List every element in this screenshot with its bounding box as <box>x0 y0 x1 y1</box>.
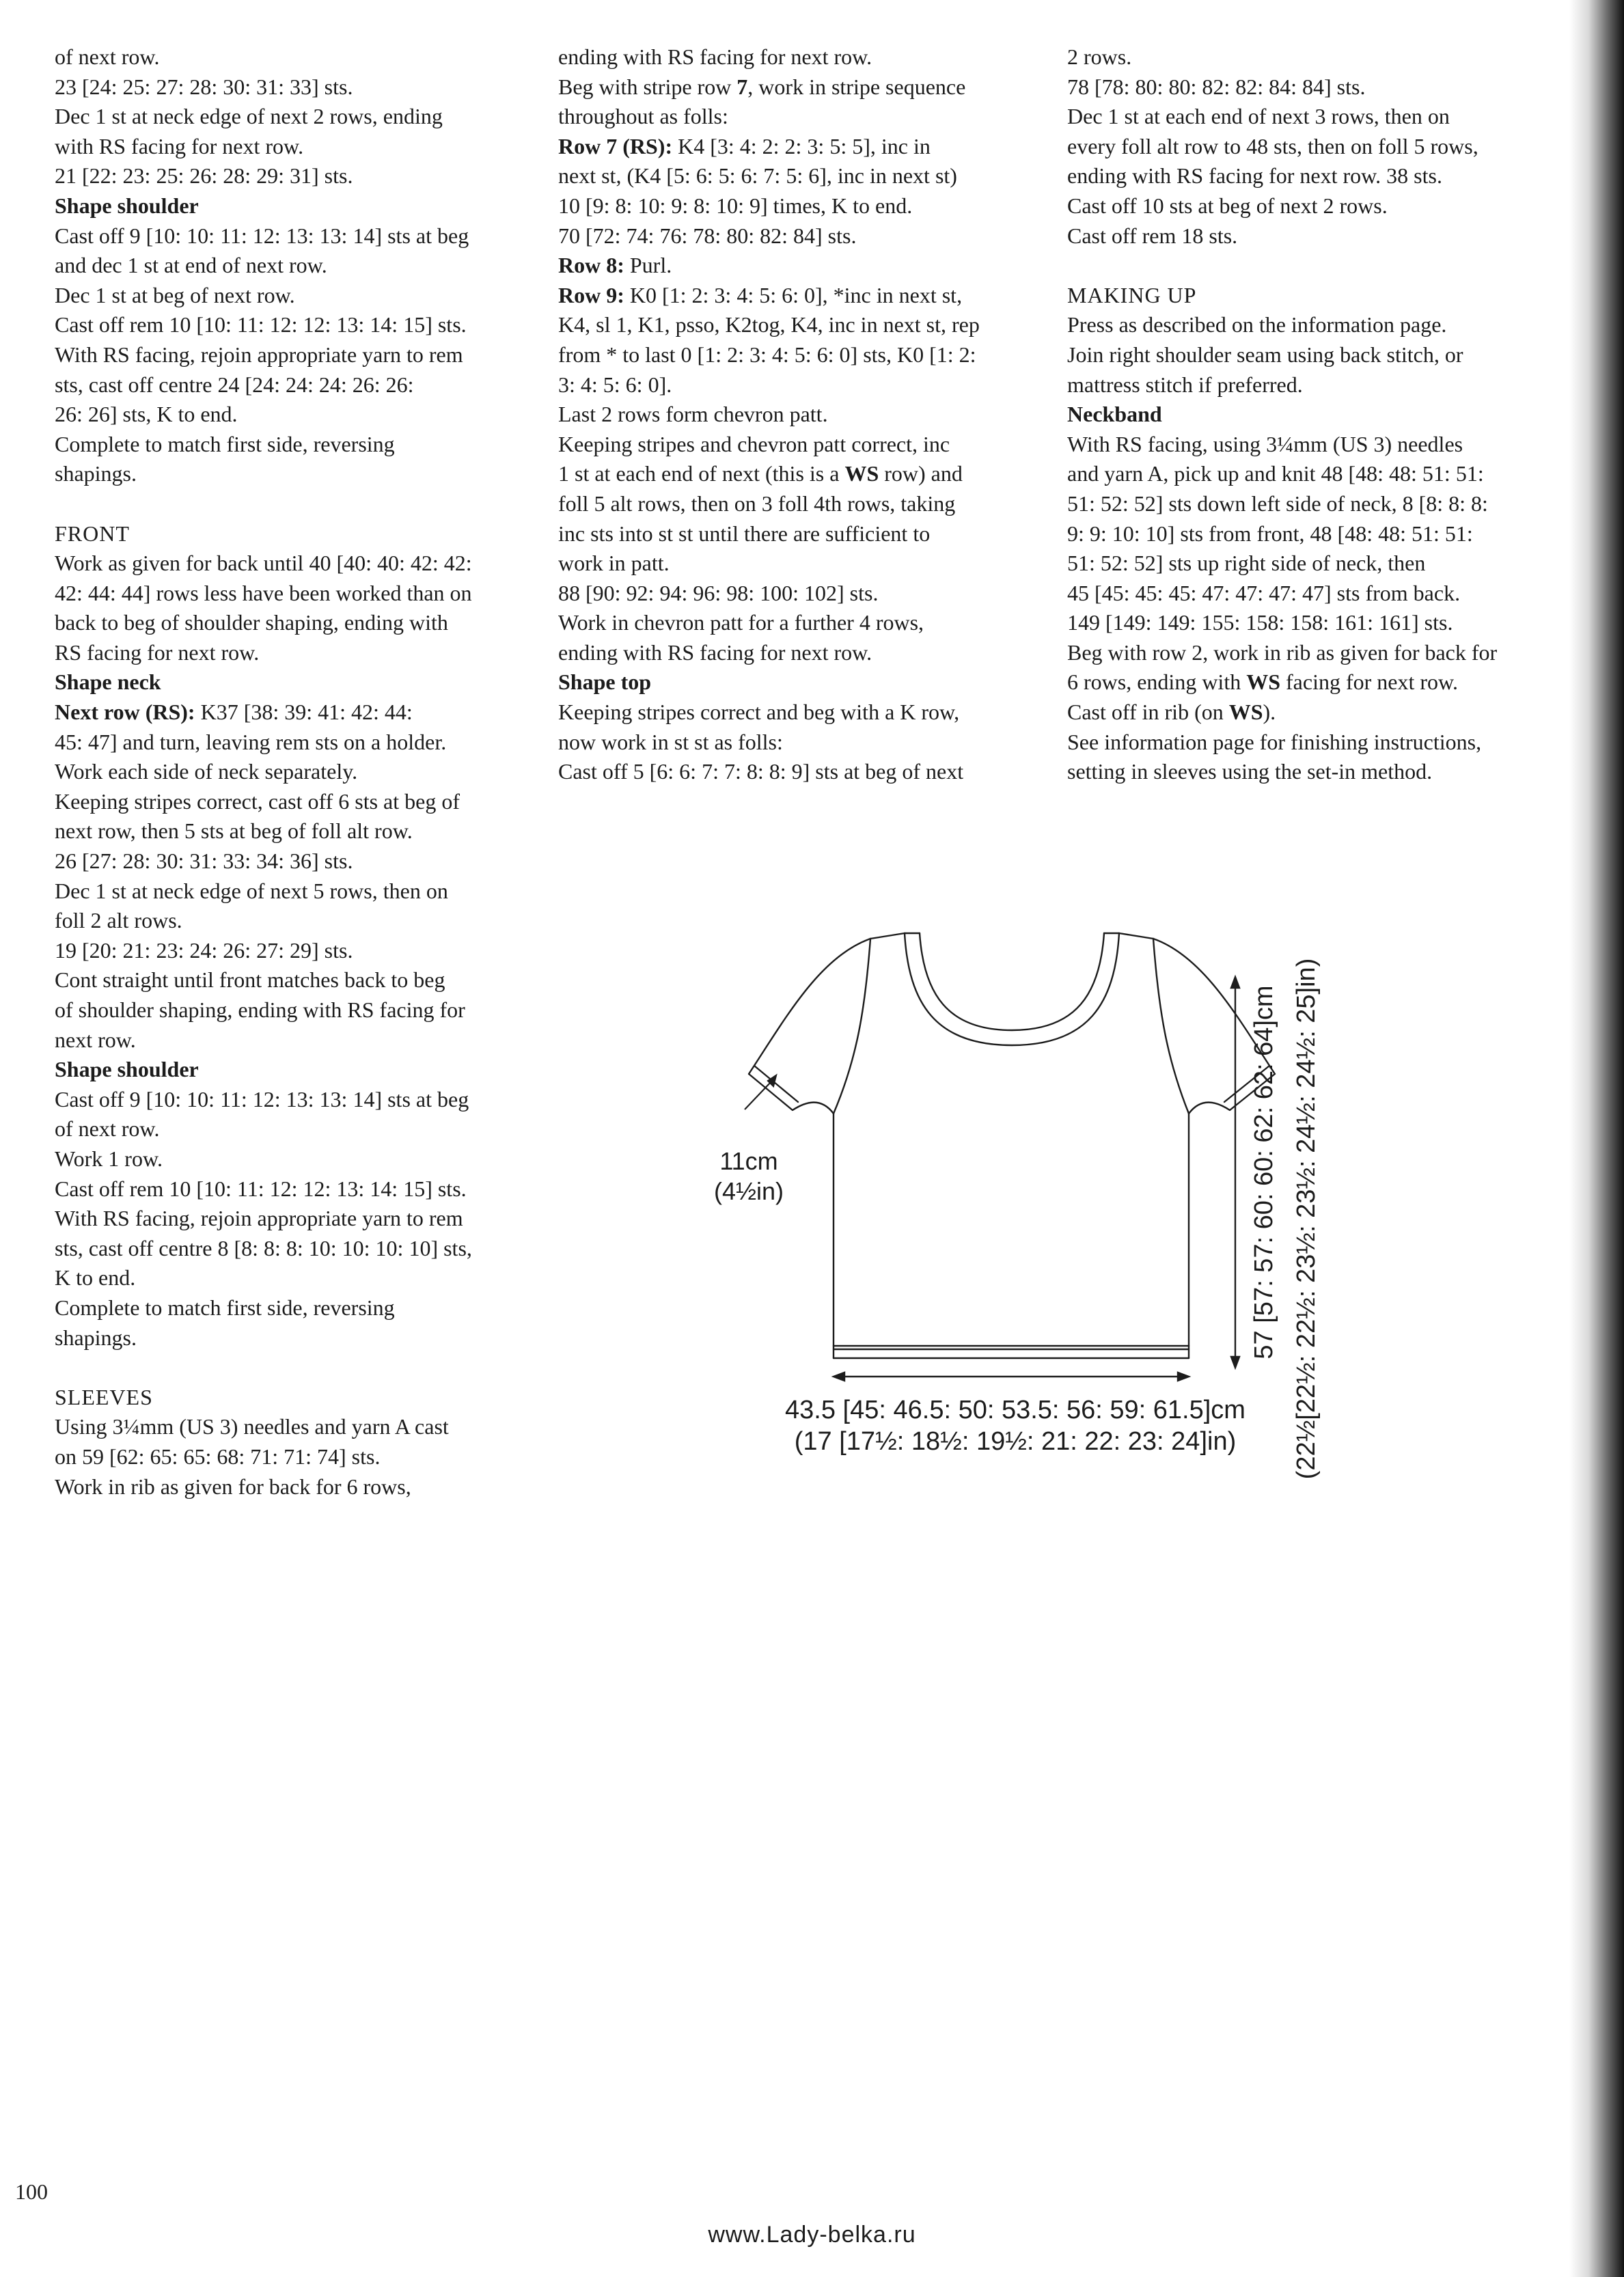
text-line <box>55 1204 533 1234</box>
text-run: 51: 52: 52] sts down left side of neck, 8 [8: 8: 8: <box>1067 491 1488 516</box>
text-run: on 59 [62: 65: 65: 68: 71: 71: 74] sts. <box>55 1444 381 1469</box>
text-run: foll 2 alt rows. <box>55 908 182 933</box>
text-run: sts, cast off centre 8 [8: 8: 8: 10: 10: 10: 10] sts, <box>55 1235 472 1260</box>
text-run: Press as described on the information page. <box>1067 312 1447 337</box>
text-run: 78 [78: 80: 80: 82: 82: 84: 84] sts. <box>1067 74 1366 99</box>
text-line <box>1067 728 1545 758</box>
text-run: work in patt. <box>558 551 670 576</box>
subheading <box>1067 400 1545 430</box>
text-line <box>1067 340 1545 370</box>
text-line <box>558 191 1036 221</box>
text-run: and dec 1 st at end of next row. <box>55 253 327 278</box>
text-line <box>558 728 1036 758</box>
text-run: 9: 9: 10: 10] sts from front, 48 [48: 48: 51: 51: <box>1067 521 1473 546</box>
text-run: Shape shoulder <box>55 193 199 218</box>
text-run: Beg with stripe row <box>558 74 737 99</box>
text-run: sts, cast off centre 24 [24: 24: 24: 26: 26: <box>55 372 414 397</box>
text-run: 51: 52: 52] sts up right side of neck, then <box>1067 551 1426 576</box>
text-run: 19 [20: 21: 23: 24: 26: 27: 29] sts. <box>55 937 353 963</box>
text-line <box>55 1085 533 1115</box>
text-run: Dec 1 st at each end of next 3 rows, then on <box>1067 104 1450 129</box>
text-line <box>558 549 1036 579</box>
text-line <box>55 1234 533 1264</box>
text-run: SLEEVES <box>55 1384 153 1409</box>
text-run: Shape shoulder <box>55 1057 199 1082</box>
text-line <box>55 579 533 609</box>
text-line <box>1067 102 1545 132</box>
sleeve-measure-cm: 11cm <box>719 1147 778 1175</box>
text-run: 26 [27: 28: 30: 31: 33: 34: 36] sts. <box>55 848 353 874</box>
text-run: Shape neck <box>55 670 161 695</box>
text-line <box>55 965 533 995</box>
text-run: With RS facing, using 3¼mm (US 3) needles <box>1067 431 1463 456</box>
subheading <box>55 1055 533 1085</box>
instructions-column-1 <box>55 42 533 1502</box>
text-line <box>55 1412 533 1442</box>
text-run: 42: 44: 44] rows less have been worked than on <box>55 580 472 605</box>
text-line <box>558 161 1036 191</box>
text-run: Cast off rem 10 [10: 11: 12: 12: 13: 14: 15] sts. <box>55 312 467 337</box>
text-line <box>558 430 1036 460</box>
text-line <box>55 132 533 162</box>
text-run: FRONT <box>55 521 130 546</box>
text-run: 10 [9: 8: 10: 9: 8: 10: 9] times, K to end. <box>558 193 913 218</box>
text-line <box>55 281 533 311</box>
text-line <box>558 757 1036 787</box>
text-run: Join right shoulder seam using back stitch, or <box>1067 342 1463 367</box>
text-line <box>558 489 1036 519</box>
text-run: MAKING UP <box>1067 282 1197 307</box>
text-line <box>55 72 533 102</box>
text-run: next row. <box>55 1027 136 1052</box>
emphasis: WS <box>844 461 879 486</box>
text-line <box>1067 430 1545 460</box>
text-run: RS facing for next row. <box>55 639 260 665</box>
text-line <box>1067 221 1545 251</box>
text-run: With RS facing, rejoin appropriate yarn to rem <box>55 342 463 367</box>
text-line <box>558 638 1036 668</box>
text-run: , work in stripe sequence <box>747 74 966 99</box>
text-run: 1 st at each end of next (this is a <box>558 461 845 486</box>
width-measure-cm: 43.5 [45: 46.5: 50: 53.5: 56: 59: 61.5]cm <box>785 1396 1245 1424</box>
text-line <box>558 608 1036 638</box>
text-run: inc sts into st st until there are sufficient to <box>558 521 931 546</box>
width-measure-in: (17 [17½: 18½: 19½: 21: 22: 23: 24]in) <box>794 1427 1237 1456</box>
text-line <box>55 1174 533 1204</box>
text-line <box>55 1025 533 1055</box>
text-run: Last 2 rows form chevron patt. <box>558 402 828 427</box>
text-line <box>55 400 533 430</box>
text-line <box>55 1293 533 1323</box>
page-number: 100 <box>15 2179 48 2204</box>
length-measure-cm: 57 [57: 57: 60: 60: 62: 62: 64]cm <box>1250 985 1278 1360</box>
text-run: 88 [90: 92: 94: 96: 98: 100: 102] sts. <box>558 580 879 605</box>
text-run: Cast off rem 18 sts. <box>1067 223 1238 248</box>
text-run: of shoulder shaping, ending with RS facing for <box>55 997 465 1022</box>
text-run: Complete to match first side, reversing <box>55 1295 395 1320</box>
text-line <box>558 221 1036 251</box>
text-run: setting in sleeves using the set-in method. <box>1067 759 1433 784</box>
text-run: of next row. <box>55 1116 160 1142</box>
text-line <box>558 310 1036 340</box>
text-run: row) and <box>879 461 963 486</box>
text-run: Keeping stripes correct, cast off 6 sts at beg of <box>55 788 460 814</box>
text-line <box>55 608 533 638</box>
text-run: Shape top <box>558 670 652 695</box>
text-run: Dec 1 st at beg of next row. <box>55 282 295 307</box>
section-heading <box>1067 281 1545 311</box>
text-line <box>55 310 533 340</box>
text-run: Using 3¼mm (US 3) needles and yarn A cast <box>55 1414 449 1439</box>
t-shirt-outline <box>749 933 1275 1358</box>
text-run: back to beg of shoulder shaping, ending with <box>55 610 448 635</box>
text-run: K0 [1: 2: 3: 4: 5: 6: 0], *inc in next st, <box>624 282 963 307</box>
sleeve-measure-in: (4½in) <box>713 1177 784 1205</box>
text-line <box>55 877 533 907</box>
text-run: Cast off 5 [6: 6: 7: 7: 8: 8: 9] sts at beg of next <box>558 759 964 784</box>
text-line <box>558 340 1036 370</box>
text-line <box>1067 698 1545 728</box>
text-line <box>55 1144 533 1174</box>
text-line <box>558 251 1036 281</box>
text-run: Cast off 9 [10: 10: 11: 12: 13: 13: 14] sts at beg <box>55 1086 469 1112</box>
text-run: Cast off rem 10 [10: 11: 12: 12: 13: 14: 15] sts. <box>55 1176 467 1201</box>
text-run: Cont straight until front matches back to beg <box>55 967 445 993</box>
text-run: of next row. <box>55 44 160 69</box>
text-line <box>1067 310 1545 340</box>
text-line <box>1067 42 1545 72</box>
text-line <box>1067 370 1545 400</box>
text-line <box>558 370 1036 400</box>
text-line <box>1067 132 1545 162</box>
emphasis: WS <box>1228 700 1263 725</box>
text-run: and yarn A, pick up and knit 48 [48: 48: 51: 51: <box>1067 461 1484 486</box>
text-line <box>55 42 533 72</box>
garment-schematic <box>711 840 1503 1496</box>
text-run: K4, sl 1, K1, psso, K2tog, K4, inc in next st, rep <box>558 312 980 337</box>
length-arrow <box>1231 977 1239 1368</box>
text-line <box>558 42 1036 72</box>
text-line <box>55 1323 533 1353</box>
text-line <box>1067 549 1545 579</box>
text-run: foll 5 alt rows, then on 3 foll 4th rows, taking <box>558 491 956 516</box>
text-line <box>55 340 533 370</box>
text-line <box>1067 191 1545 221</box>
section-heading <box>55 519 533 549</box>
text-line <box>1067 489 1545 519</box>
text-line <box>1067 757 1545 787</box>
text-run: With RS facing, rejoin appropriate yarn to rem <box>55 1206 463 1231</box>
text-line <box>55 816 533 846</box>
text-run: throughout as folls: <box>558 104 728 129</box>
text-line <box>55 1114 533 1144</box>
text-run: 2 rows. <box>1067 44 1132 69</box>
text-line <box>55 1263 533 1293</box>
row-label: Row 9: <box>558 282 624 307</box>
text-run: ending with RS facing for next row. 38 sts. <box>1067 163 1442 189</box>
text-line <box>1067 161 1545 191</box>
text-run: 45 [45: 45: 45: 47: 47: 47: 47] sts from back. <box>1067 580 1461 605</box>
text-line <box>1067 638 1545 668</box>
text-run: Work each side of neck separately. <box>55 759 358 784</box>
text-run: Keeping stripes correct and beg with a K row, <box>558 700 960 725</box>
instructions-column-2 <box>558 42 1036 787</box>
text-line <box>558 281 1036 311</box>
text-line <box>55 370 533 400</box>
text-line <box>1067 667 1545 698</box>
text-line <box>55 906 533 936</box>
text-run: 21 [22: 23: 25: 26: 28: 29: 31] sts. <box>55 163 353 189</box>
text-line <box>558 72 1036 102</box>
row-label: Next row (RS): <box>55 700 195 725</box>
text-run: mattress stitch if preferred. <box>1067 372 1303 397</box>
book-spine-shadow <box>1569 0 1624 2277</box>
text-line <box>55 102 533 132</box>
text-run: Complete to match first side, reversing <box>55 431 395 456</box>
row-label: Row 7 (RS): <box>558 133 673 158</box>
text-run: Work in rib as given for back for 6 rows, <box>55 1474 411 1499</box>
text-run: K to end. <box>55 1265 136 1291</box>
text-line <box>558 698 1036 728</box>
text-line <box>55 459 533 489</box>
subheading <box>55 191 533 221</box>
text-line <box>1067 72 1545 102</box>
length-measure-in: (22½[22½: 22½: 23½: 23½: 24½: 24½: 25]in) <box>1292 958 1321 1480</box>
text-line <box>55 787 533 817</box>
text-line <box>558 459 1036 489</box>
text-run: every foll alt row to 48 sts, then on foll 5 rows, <box>1067 133 1478 158</box>
text-run: ending with RS facing for next row. <box>558 639 872 665</box>
text-run: now work in st st as folls: <box>558 729 783 754</box>
text-line <box>558 102 1036 132</box>
text-run: Beg with row 2, work in rib as given for back for <box>1067 639 1498 665</box>
text-line <box>558 579 1036 609</box>
footer-url[interactable]: www.Lady-belka.ru <box>708 2222 916 2248</box>
row-label: Row 8: <box>558 253 624 278</box>
text-line <box>55 846 533 877</box>
text-run: Purl. <box>624 253 672 278</box>
text-line <box>55 251 533 281</box>
text-run: Neckband <box>1067 402 1162 427</box>
text-line <box>1067 579 1545 609</box>
text-line <box>55 936 533 966</box>
text-line <box>1067 459 1545 489</box>
text-run: ending with RS facing for next row. <box>558 44 872 69</box>
text-line <box>55 549 533 579</box>
text-run: Dec 1 st at neck edge of next 5 rows, then on <box>55 878 448 903</box>
text-run: Cast off in rib (on <box>1067 700 1229 725</box>
text-run: 6 rows, ending with <box>1067 670 1247 695</box>
text-line <box>1067 608 1545 638</box>
text-run: Cast off 9 [10: 10: 11: 12: 13: 13: 14] sts at beg <box>55 223 469 248</box>
text-run: facing for next row. <box>1280 670 1459 695</box>
text-run: ). <box>1263 700 1276 725</box>
text-run: 70 [72: 74: 76: 78: 80: 82: 84] sts. <box>558 223 857 248</box>
subheading <box>55 667 533 698</box>
text-run: See information page for finishing instructions, <box>1067 729 1482 754</box>
text-run: 45: 47] and turn, leaving rem sts on a holder. <box>55 729 447 754</box>
text-run: 149 [149: 149: 155: 158: 158: 161: 161] sts. <box>1067 610 1453 635</box>
text-line <box>558 519 1036 549</box>
text-run: 23 [24: 25: 27: 28: 30: 31: 33] sts. <box>55 74 353 99</box>
text-line <box>558 132 1036 162</box>
text-line <box>55 1442 533 1472</box>
text-line <box>1067 519 1545 549</box>
subheading <box>558 667 1036 698</box>
instructions-column-3 <box>1067 42 1545 787</box>
text-run: K4 [3: 4: 2: 2: 3: 5: 5], inc in <box>672 133 931 158</box>
emphasis: WS <box>1246 670 1280 695</box>
text-run: with RS facing for next row. <box>55 133 304 158</box>
text-run: K37 [38: 39: 41: 42: 44: <box>195 700 413 725</box>
text-run: Cast off 10 sts at beg of next 2 rows. <box>1067 193 1388 218</box>
text-run: shapings. <box>55 1325 137 1350</box>
text-line <box>55 995 533 1025</box>
text-line <box>55 221 533 251</box>
text-line <box>55 638 533 668</box>
text-run: Dec 1 st at neck edge of next 2 rows, ending <box>55 104 443 129</box>
text-line <box>55 430 533 460</box>
text-line <box>55 1472 533 1502</box>
text-run: Keeping stripes and chevron patt correct, inc <box>558 431 950 456</box>
text-line <box>55 757 533 787</box>
text-line <box>55 728 533 758</box>
text-run: from * to last 0 [1: 2: 3: 4: 5: 6: 0] sts, K0 [1: 2: <box>558 342 976 367</box>
text-line <box>55 161 533 191</box>
text-line <box>55 698 533 728</box>
text-run: 3: 4: 5: 6: 0]. <box>558 372 672 397</box>
text-line <box>558 400 1036 430</box>
section-heading <box>55 1383 533 1413</box>
text-run: Work in chevron patt for a further 4 rows, <box>558 610 924 635</box>
text-run: Work as given for back until 40 [40: 40: 42: 42: <box>55 551 472 576</box>
text-run: next row, then 5 sts at beg of foll alt row. <box>55 818 413 844</box>
text-run: next st, (K4 [5: 6: 5: 6: 7: 5: 6], inc in next st) <box>558 163 957 189</box>
emphasis: 7 <box>737 74 748 99</box>
text-run: 26: 26] sts, K to end. <box>55 402 238 427</box>
text-run: Work 1 row. <box>55 1146 163 1171</box>
width-arrow <box>834 1372 1189 1381</box>
text-run: shapings. <box>55 461 137 486</box>
